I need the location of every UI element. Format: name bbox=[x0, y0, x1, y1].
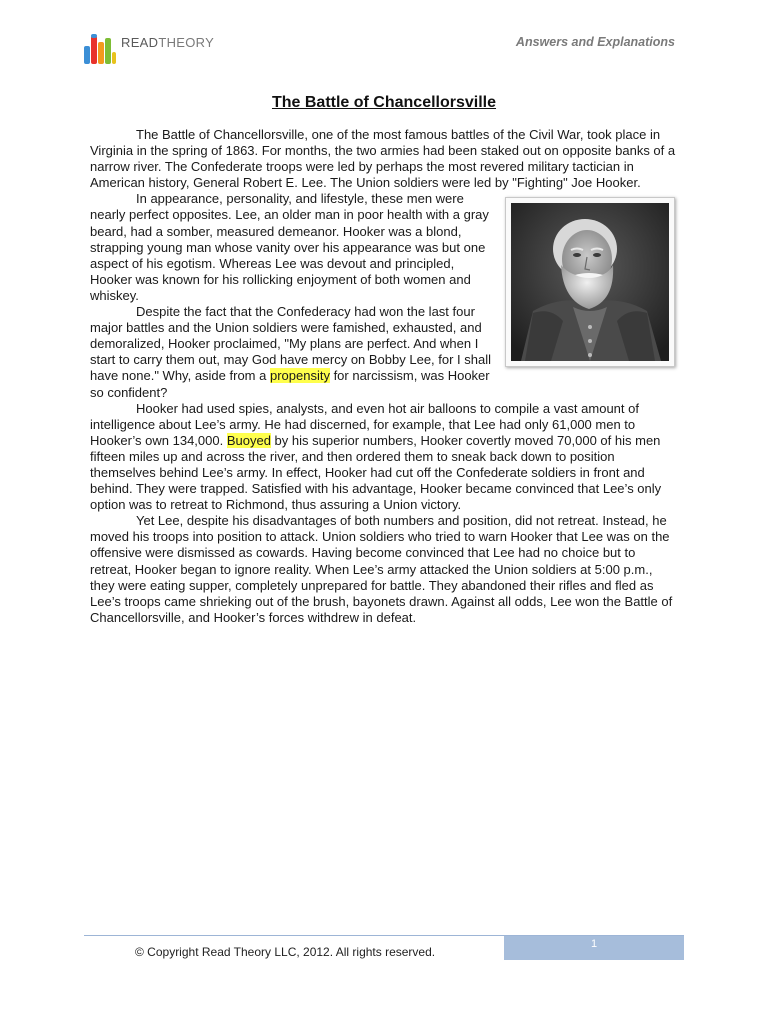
article-body bbox=[90, 127, 678, 626]
logo-wordmark: READTHEORY bbox=[121, 35, 215, 50]
page-number-box bbox=[504, 936, 684, 960]
paragraph-4: Hooker had used spies, analysts, and even hot air balloons to compile a vast amount of intelligence about Lee’s army. He had discerned, for example, that Lee had only 61,000 men to Hooker’s own 134,000. Buoyed by his superior numbers, Hooker covertly moved 70,000 of his men fifteen miles up and across the river, and then ordered them to sneak back down to position themselves behind Lee’s army. In effect, Hooker had cut off the Confederate soldiers in front and behind. They were trapped. Satisfied with his advantage, Hooker became convinced that Lee’s only option was to retreat to Richmond, thus assuring a Union victory. bbox=[90, 400, 662, 513]
highlighted-word-buoyed: Buoyed bbox=[226, 432, 271, 448]
paragraph-5: Yet Lee, despite his disadvantages of both numbers and position, did not retreat. Instead, he moved his troops into position to attack. Union soldiers who tried to warn Hooker that Lee was on the offensive were dismissed as cowards. Having become convinced that Lee had no choice but to retreat, Hooker began to ignore reality. When Lee’s army attacked the Union soldiers at 5:00 p.m., they were eating supper, completely unprepared for battle. They abandoned their rifles and fled as Lee’s troops came shrieking out of the brush, bayonets drawn. Against all odds, Lee won the Battle of Chancellorsville, and Hooker’s forces withdrew in defeat. bbox=[90, 513, 673, 625]
readtheory-logo bbox=[84, 34, 214, 64]
highlighted-word-propensity: propensity bbox=[269, 368, 330, 384]
paragraph-1: The Battle of Chancellorsville, one of the most famous battles of the Civil War, took place in Virginia in the spring of 1863. For months, the two armies had been staked out on opposite banks of a narrow river. The Confederate troops were led by perhaps the most revered military tactician in American history, General Robert E. Lee. The Union soldiers were led by "Fighting" Joe Hooker. bbox=[90, 127, 676, 191]
books-logo-icon bbox=[84, 34, 118, 64]
page-number: 1 bbox=[590, 938, 598, 950]
paragraph-3: Despite the fact that the Confederacy had won the last four major battles and the Union soldiers were famished, exhausted, and demoralized, Hooker proclaimed, "My plans are perfect. And when I start to carry them out, may God have mercy on Bobby Lee, for I shall have none." Why, aside from a propensity for narcissism, was Hooker so confident? bbox=[90, 304, 492, 400]
article-title: The Battle of Chancellorsville bbox=[271, 94, 497, 111]
header-section-label: Answers and Explanations bbox=[515, 35, 675, 49]
footer-copyright: © Copyright Read Theory LLC, 2012. All rights reserved. bbox=[135, 945, 436, 959]
robert-e-lee-portrait-image bbox=[505, 197, 675, 367]
paragraph-2: In appearance, personality, and lifestyle, these men were nearly perfect opposites. Lee, an older man in poor health with a gray beard, had a somber, measured demeanor. Hooker was a blond, strapping young man whose vanity over his appearance was but one aspect of his egotism. Whereas Lee was devout and principled, Hooker was known for his rollicking enjoyment of both women and whiskey. bbox=[90, 191, 489, 303]
